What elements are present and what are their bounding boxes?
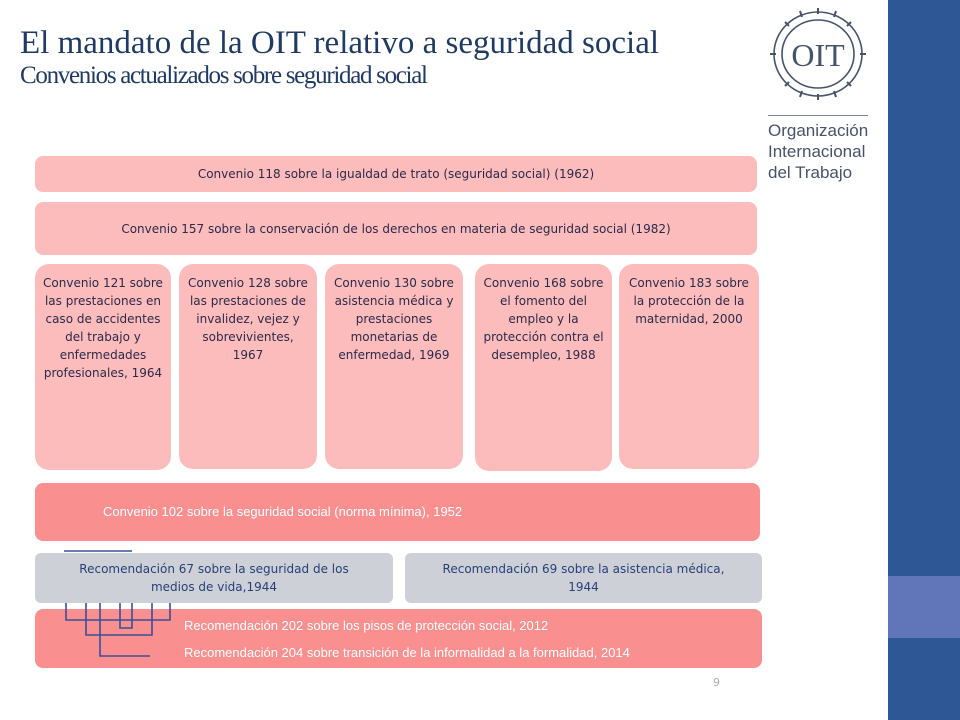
org-line-2: Internacional — [768, 142, 866, 161]
right-decor-accent — [888, 576, 960, 638]
connector-bracket-icon — [52, 548, 192, 668]
slide-title-block — [20, 24, 659, 90]
convenio-128-card: Convenio 128 sobre las prestaciones de invalidez, vejez y sobrevivientes, 1967 — [179, 264, 317, 469]
page-number: 9 — [713, 676, 720, 689]
convenio-157-box: Convenio 157 sobre la conservación de los derechos en materia de seguridad social (1982) — [35, 202, 757, 255]
recomendacion-202-text: Recomendación 202 sobre los pisos de protección social, 2012 — [184, 617, 549, 633]
convenio-168-card: Convenio 168 sobre el fomento del empleo y la protección contra el desempleo, 1988 — [475, 264, 612, 471]
convenio-183-card: Convenio 183 sobre la protección de la maternidad, 2000 — [619, 264, 759, 469]
convenio-102-box: Convenio 102 sobre la seguridad social (norma mínima), 1952 — [35, 483, 760, 541]
slide-title: El mandato de la OIT relativo a seguridad social — [20, 25, 660, 61]
convenio-130-card: Convenio 130 sobre asistencia médica y prestaciones monetarias de enfermedad, 1969 — [325, 264, 463, 469]
recomendacion-67-box: Recomendación 67 sobre la seguridad de los medios de vida,1944 — [35, 553, 393, 603]
convenio-121-card: Convenio 121 sobre las prestaciones en caso de accidentes del trabajo y enfermedades profesionales, 1964 — [35, 264, 171, 470]
logo-divider — [768, 115, 868, 116]
slide-subtitle: Convenios actualizados sobre seguridad social — [20, 62, 427, 89]
recomendacion-69-box: Recomendación 69 sobre la asistencia médica, 1944 — [405, 553, 762, 603]
org-name — [768, 120, 868, 183]
oit-logo-icon — [762, 6, 874, 102]
recomendacion-204-text: Recomendación 204 sobre transición de la informalidad a la formalidad, 2014 — [184, 644, 630, 660]
convenio-118-box: Convenio 118 sobre la igualdad de trato (seguridad social) (1962) — [35, 156, 757, 192]
org-line-3: del Trabajo — [768, 163, 853, 182]
logo-text: OIT — [791, 37, 845, 73]
org-line-1: Organización — [768, 121, 869, 140]
